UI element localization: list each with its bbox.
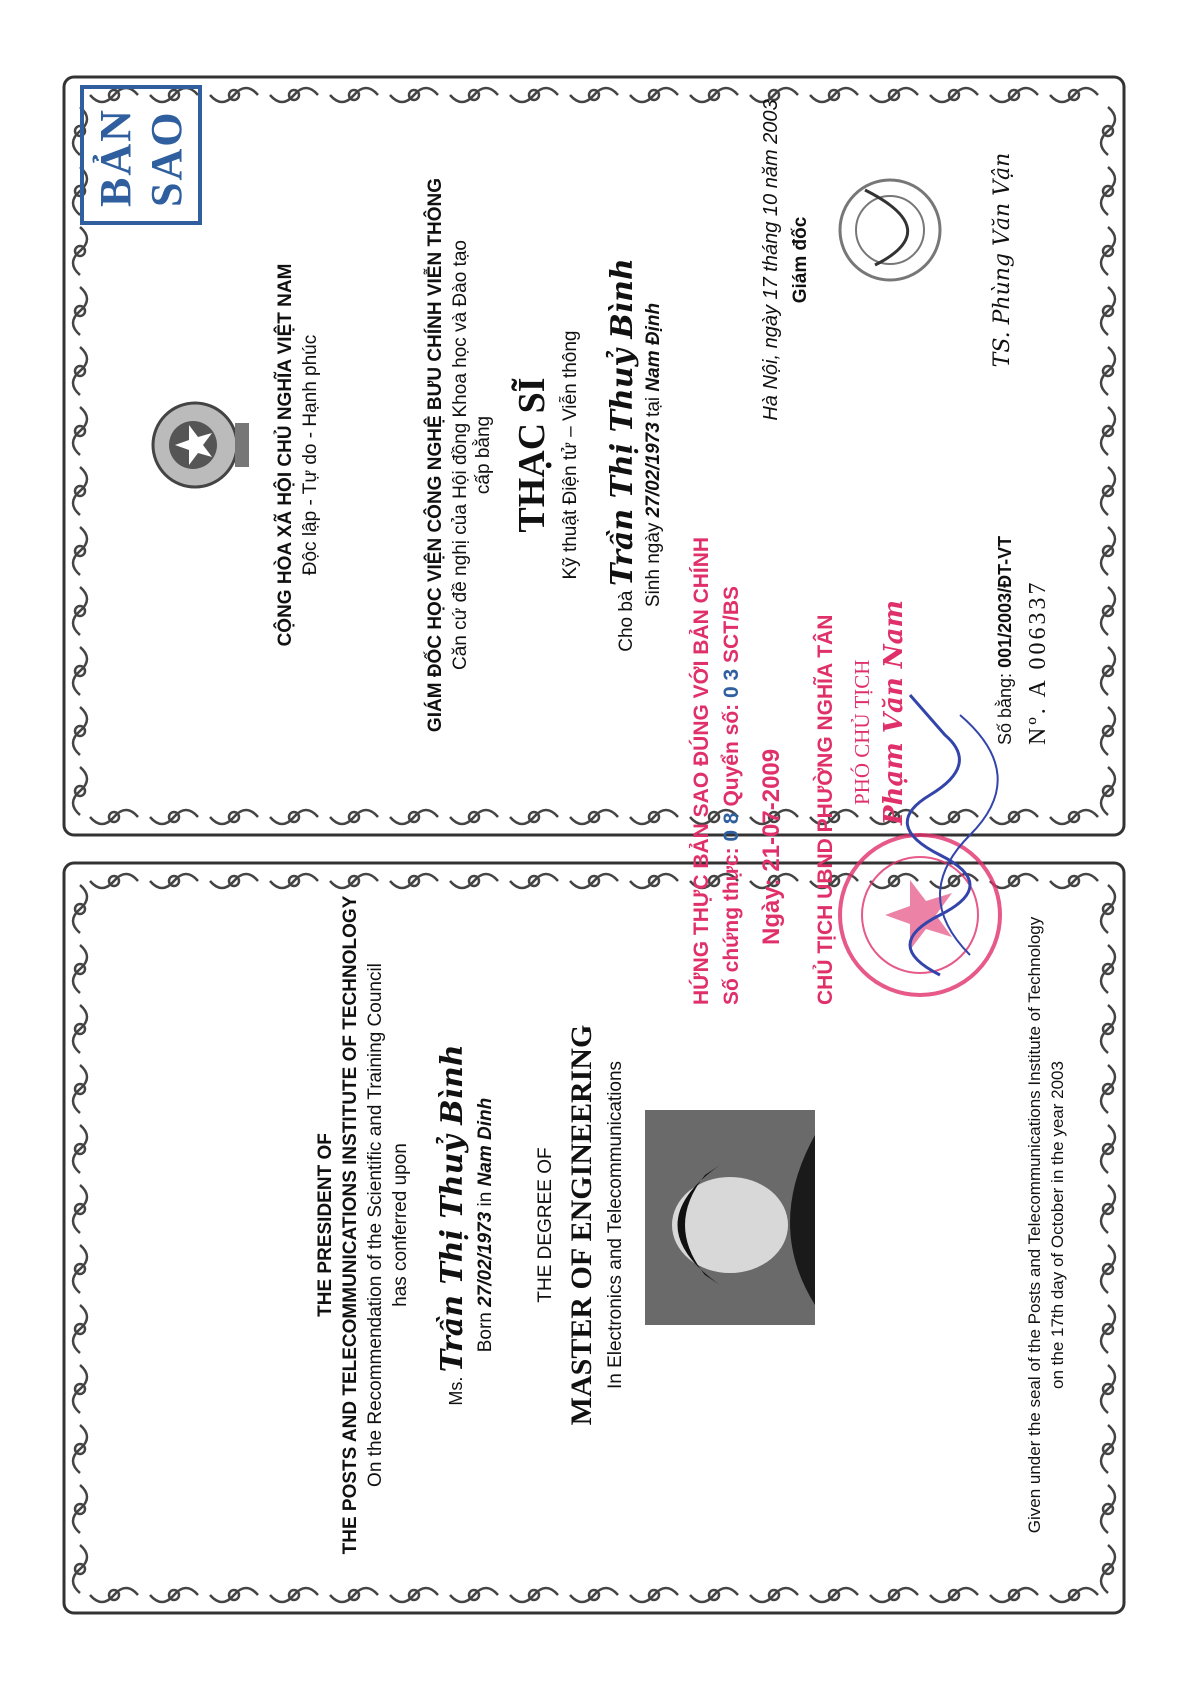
born-place: Nam Dinh	[475, 1097, 496, 1187]
degree-title: MASTER OF ENGINEERING	[565, 1024, 598, 1426]
vn-born-in: tại	[643, 396, 664, 417]
portrait-image	[645, 1110, 815, 1325]
place-date: Hà Nội, ngày 17 tháng 10 năm 2003	[760, 99, 782, 421]
institute-seal-icon	[835, 175, 945, 285]
recipient-line	[435, 845, 470, 1605]
given-line-1: Given under the seal of the Posts and Telecommunications Institute of Technology	[1025, 916, 1044, 1534]
cert-code: SCT/BS	[720, 585, 743, 663]
vn-degree-field: Kỹ thuật Điện tử – Viễn thông	[560, 330, 581, 580]
national-emblem-icon	[145, 395, 255, 495]
vn-degree-title: THẠC SĨ	[511, 377, 553, 533]
cert-number: 0 8	[720, 812, 743, 842]
serial-number: A 006337	[1025, 579, 1051, 698]
cert-date-value: 21-07-2009	[758, 748, 785, 872]
vn-born-place: Nam Định	[643, 302, 664, 392]
signer-position: Giám đốc	[790, 216, 811, 304]
given-line-2: on the 17th day of October in the year 2003	[1048, 1061, 1067, 1389]
signature-scribble	[870, 685, 1010, 985]
vn-recipient-name: Trần Thị Thuỷ Bình	[605, 258, 640, 587]
portrait-photo	[645, 1110, 815, 1325]
cert-book-label: Quyển số:	[720, 703, 743, 807]
motto: Độc lập - Tự do - Hạnh phúc	[300, 334, 321, 576]
cert-role: PHÓ CHỦ TỊCH	[850, 659, 874, 805]
title-prefix: Ms.	[446, 1376, 466, 1406]
signer-name: TS. Phùng Văn Vận	[990, 152, 1015, 368]
serial-line	[1025, 580, 1052, 745]
vn-born-prefix: Sinh ngày	[643, 522, 664, 608]
cert-line-3: CHỦ TỊCH UBND PHƯỜNG NGHĨA TÂN	[814, 614, 837, 1005]
reg-label: Số bằng:	[995, 672, 1015, 745]
recipient-name: Trần Thị Thuỷ Bình	[435, 1044, 470, 1373]
degree-of-line: THE DEGREE OF	[535, 1147, 556, 1303]
vn-born-date: 27/02/1973	[643, 422, 664, 518]
recommendation-line: On the Recommendation of the Scientific and Training Council	[365, 963, 386, 1487]
vn-birth-line	[643, 85, 665, 825]
cert-date-line	[758, 385, 786, 945]
cert-date-label: Ngày:	[758, 878, 785, 945]
vn-to-prefix: Cho bà	[616, 590, 637, 652]
institute-name: THE POSTS AND TELECOMMUNICATIONS INSTITUTE OF TECHNOLOGY	[340, 895, 361, 1555]
born-prefix: Born	[475, 1312, 496, 1353]
director-line: GIÁM ĐỐC HỌC VIỆN CÔNG NGHỆ BƯU CHÍNH VIỄN THÔNG	[425, 177, 446, 733]
vn-recipient-line	[605, 85, 640, 825]
degree-field: In Electronics and Telecommunications	[605, 1060, 626, 1390]
cert-line-1: HỨNG THỰC BẢN SAO ĐÚNG VỚI BẢN CHÍNH	[690, 536, 713, 1005]
republic-name: CỘNG HÒA XÃ HỘI CHỦ NGHĨA VIỆT NAM	[275, 263, 296, 647]
serial-label: Nº.	[1025, 705, 1051, 745]
cert-signer: Phạm Văn Nam	[879, 600, 909, 825]
diploma-document	[50, 65, 1140, 1625]
president-line: THE PRESIDENT OF	[315, 1133, 336, 1317]
grant-line: cấp bằng	[473, 415, 494, 495]
conferred-line: has conferred upon	[390, 1143, 411, 1307]
reg-value: 001/2003/ĐT-VT	[995, 535, 1015, 668]
born-in: in	[475, 1191, 496, 1207]
born-date: 27/02/1973	[475, 1211, 496, 1307]
cert-line-2	[720, 385, 744, 1005]
cert-book-number: 0 3	[720, 668, 743, 698]
cert-number-label: Số chứng thực:	[720, 847, 743, 1005]
basis-line: Căn cứ đề nghị của Hội đồng Khoa học và Đào tạo	[450, 240, 471, 670]
birth-line	[475, 845, 497, 1605]
copy-stamp: BẢN SAO	[80, 85, 202, 225]
